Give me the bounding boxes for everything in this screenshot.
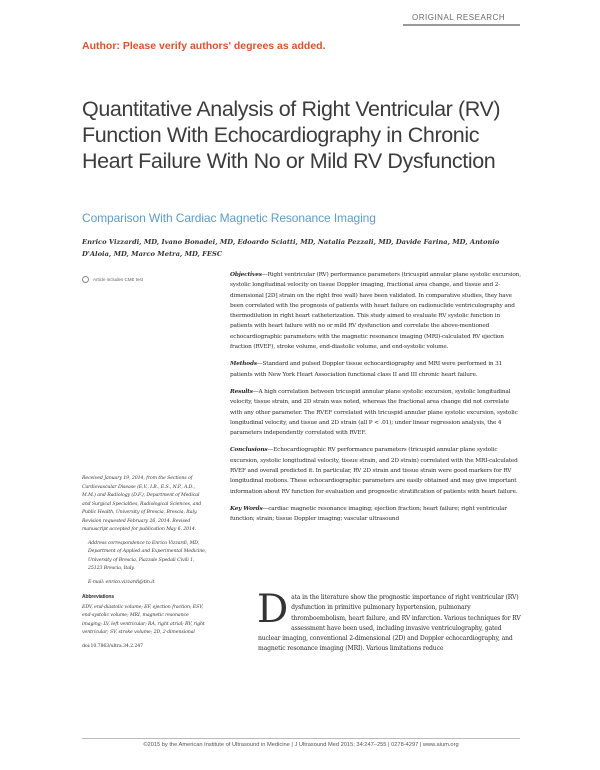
abstract-methods bbox=[230, 359, 522, 380]
conclusions-text: —Echocardiographic RV performance parameters (tricuspid annular plane systolic excursion, systolic longitudinal velocity, tissue strain, and 2D strain) correlated with the MRI-calculated RVEF and overall predicted it. In particular, RV 2D strain and tissue strain were good markers for RV longitudinal motions. These echocardiographic parameters are easily obtained and may give important information about RV function for evaluation and prognostic stratification of patients with heart failure. bbox=[230, 447, 518, 495]
page-footer: ©2015 by the American Institute of Ultrasound in Medicine | J Ultrasound Med 2015; 34:247–255 | 0278-4297 | www.aium.org bbox=[143, 742, 459, 748]
keywords-label: Key Words bbox=[230, 505, 263, 512]
cme-badge-icon bbox=[82, 276, 89, 283]
objectives-label: Objectives bbox=[230, 272, 262, 278]
results-label: Results bbox=[230, 388, 253, 395]
abstract-objectives bbox=[230, 270, 522, 352]
article-sidebar bbox=[82, 475, 207, 656]
keywords-text: —cardiac magnetic resonance imaging; ejection fraction; heart failure; right ventricular function; strain; tissue Doppler imaging; vascular ultrasound bbox=[230, 505, 507, 523]
article-title: Quantitative Analysis of Right Ventricular (RV) Function With Echocardiography in Chronic Heart Failure With No or Mild RV Dysfunction bbox=[82, 97, 501, 173]
email-note[interactable]: E-mail: enrico.vizzardi@tin.it bbox=[88, 579, 155, 585]
received-note: Received January 19, 2014, from the Sections of Cardiovascular Disease (E.V., I.B., E.S., N.P., A.D., M.M.) and Radiology (D.F.), Department of Medical and Surgical Specialties, Radiological Sciences, and Public Health, University of Brescia, Brescia, Italy. Revision requested February 26, 2014. Revised manuscript accepted for publication May 6, 2014. bbox=[82, 476, 202, 532]
cme-note[interactable] bbox=[82, 276, 143, 283]
abstract-results bbox=[230, 387, 522, 438]
correspondence-note: Address correspondence to Enrico Vizzardi, MD, Department of Applied and Experimental Medicine, University of Brescia, Piazzale Spedali Civili 1, 25123 Brescia, Italy. bbox=[88, 540, 207, 571]
author-list: Enrico Vizzardi, MD, Ivano Bonadei, MD, Edoardo Sciatti, MD, Natalia Pezzali, MD, Davide Farina, MD, Antonio D'Aloia, MD, Marco Metra, MD, FESC bbox=[82, 238, 500, 258]
methods-label: Methods bbox=[230, 361, 257, 368]
article-body-intro bbox=[257, 587, 522, 655]
footer-rule bbox=[82, 738, 520, 739]
author-notice: Author: Please verify authors' degrees as added. bbox=[82, 40, 326, 52]
abbreviations-heading: Abbreviations bbox=[82, 594, 115, 600]
abbreviations-list: EDV, end-diastolic volume; EF, ejection fraction; ESV, end-systolic volume; MRI, magnetic resonance imaging; LV, left ventricular; RA, right atrial; RV, right ventricular; SV, stroke volume; 2D, 2-dimensional bbox=[82, 604, 205, 635]
section-label: ORIGINAL RESEARCH bbox=[412, 13, 506, 22]
abstract-keywords bbox=[230, 504, 522, 525]
methods-text: —Standard and pulsed Doppler tissue echocardiography and MRI were performed in 31 patients with New York Heart Association functional class II and III chronic heart failure. bbox=[230, 361, 503, 378]
drop-cap: D bbox=[257, 587, 289, 632]
cme-note-text: Article includes CME test bbox=[93, 277, 144, 282]
results-text: —A high correlation between tricuspid annular plane systolic excursion, systolic longitudinal velocity, tissue strain, and 2D strain was noted, whereas the fractional area change did not correlate with any other parameter. The RVEF correlated with tricuspid annular plane systolic excursion, systolic longitudinal velocity, and tissue and 2D strain (all P < .01); under linear regression analysis, the 4 parameters independently correlated with RVEF. bbox=[230, 388, 518, 437]
article-subtitle: Comparison With Cardiac Magnetic Resonance Imaging bbox=[82, 211, 376, 225]
body-paragraph: ata in the literature show the prognostic importance of right ventricular (RV) dysfunction in primitive pulmonary hypertension, pulmonary thromboembolism, heart failure, and RV infarction. Various techniques for RV assessment have been used, including invasive ventriculography, gated nuclear imaging, conventional 2-dimensional (2D) and Doppler echocardiography, and magnetic resonance imaging (MRI). Various limitations reduce bbox=[258, 594, 521, 653]
header-rule bbox=[403, 24, 520, 26]
abstract bbox=[230, 270, 522, 532]
objectives-text: —Right ventricular (RV) performance parameters (tricuspid annular plane systolic excursion, systolic longitudinal velocity on tissue Doppler imaging, fractional area change, and tissue and 2-dimensional [2D] strain on the right free wall) have been validated. In comparative studies, they have been correlated with the prognosis of patients with heart failure on radionuclide ventriculography and thermodilution in right heart catheterization. This study aimed to evaluate RV systolic function in patients with heart failure with no or mild RV dysfunction and correlate the above-mentioned echocardiographic parameters with the magnetic resonance imaging (MRI)-calculated RV ejection fraction (RVEF), stroke volume, end-diastolic volume, and end-systolic volume. bbox=[230, 272, 521, 351]
conclusions-label: Conclusions bbox=[230, 447, 268, 454]
abstract-conclusions bbox=[230, 445, 522, 496]
doi[interactable]: doi:10.7863/ultra.34.2.247 bbox=[82, 643, 144, 649]
